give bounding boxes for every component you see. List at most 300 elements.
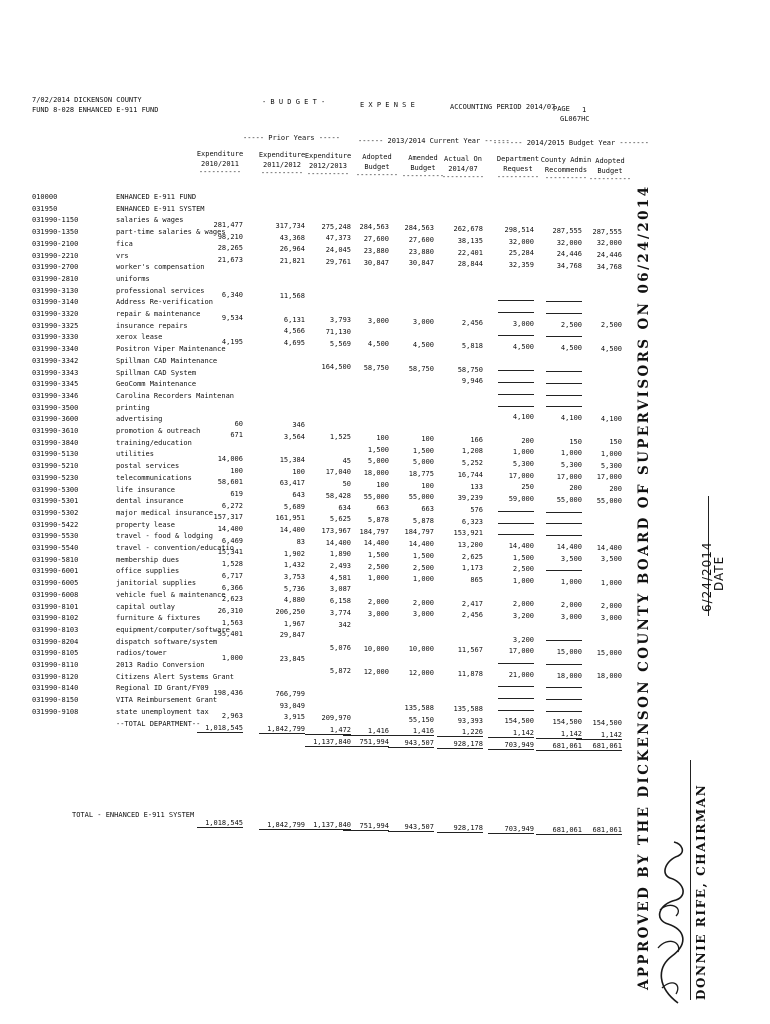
amount-cell: 58,601 [217,478,243,487]
amount-cell: 5,872 [329,667,351,676]
amount-cell: 32,000 [508,237,534,246]
account-description: repair & maintenance [116,310,201,318]
amount-cell: 15,000 [596,648,622,657]
amount-cell: 4,195 [221,337,243,346]
amount-cell: 5,736 [283,584,305,593]
report-date-county: 7/02/2014 DICKENSON COUNTY [32,96,142,104]
date-label: DATE [712,555,726,591]
amount-cell: 3,200 [512,612,534,621]
amount-cell: 55,150 [408,715,434,724]
amount-cell: 3,000 [367,317,389,326]
column-header-3-line-1: Expenditure [304,151,352,160]
amount-cell: 5,689 [283,502,305,511]
amount-cell: 663 [376,504,389,513]
amount-cell: 3,753 [283,572,305,581]
amount-cell: 198,436 [213,688,243,697]
blank-entry-line [498,370,534,371]
amount-cell: 55,000 [596,496,622,505]
amount-cell: 2,500 [512,565,534,574]
amount-cell: 1,416 [343,727,389,736]
account-code: 031990-2100 [32,239,79,248]
column-header-7-line-1: Department [496,155,540,164]
blank-entry-line [546,535,582,536]
amount-cell: 30,847 [363,258,389,267]
account-description: dispatch software/system [116,637,218,646]
amount-cell: 45 [342,456,351,465]
amount-cell: 23,845 [279,654,305,663]
amount-cell: 3,500 [560,554,582,563]
amount-cell: 3,793 [329,316,351,325]
account-code: 031990-3320 [32,310,79,318]
amount-cell: 17,040 [325,468,351,477]
amount-cell: 38,135 [457,236,483,245]
column-header-2-line-1: Expenditure [258,150,306,159]
column-header-4-line-1: Adopted [362,152,392,161]
amount-cell: 32,000 [556,238,582,247]
amount-cell: 6,717 [221,571,243,580]
account-description: property lease [116,520,176,529]
column-header-7-line-2: Request [503,165,533,174]
blank-entry-line [498,300,534,301]
amount-cell: 4,880 [283,596,305,605]
amount-cell: 928,178 [437,740,483,749]
amount-cell: 3,564 [283,432,305,441]
column-header-rule: ---------- [401,171,445,180]
amount-cell: 2,623 [221,595,243,604]
account-description: telecommunications [116,473,192,482]
amount-cell: 25,284 [508,249,534,258]
blank-entry-line [546,301,582,302]
blank-entry-line [546,336,582,337]
amount-cell: 17,000 [508,647,534,656]
accounting-period: ACCOUNTING PERIOD 2014/07 [450,103,556,111]
amount-cell: 1,000 [512,448,534,457]
amount-cell: 2,417 [461,599,483,608]
account-description: promotion & outreach [116,427,201,435]
total-amount-cell: 703,949 [488,825,534,834]
amount-cell: 21,000 [508,670,534,679]
amount-cell: 23,880 [363,246,389,255]
amount-cell: 13,200 [457,541,483,550]
amount-cell: 59,000 [508,495,534,504]
account-description: xerox lease [116,333,163,342]
amount-cell: 2,963 [221,712,243,721]
column-header-rule: ---------- [544,174,588,183]
amount-cell: 5,300 [512,460,534,469]
amount-cell: 3,200 [512,635,534,644]
account-description: VITA Reimbursement Grant [116,696,218,705]
budget-heading: - B U D G E T - [262,98,326,106]
amount-cell: 5,878 [367,515,389,524]
amount-cell: 6,272 [221,501,243,510]
amount-cell: 47,373 [325,234,351,243]
account-code: 031990-6005 [32,579,79,588]
account-code: 031990-1150 [32,216,79,225]
expense-heading: E X P E N S E [360,101,415,109]
account-code: 031990-3330 [32,333,79,342]
amount-cell: 14,400 [363,539,389,548]
account-description: equipment/computer/software [116,625,230,634]
prior-years-heading: ----- Prior Years ----- [243,134,340,142]
column-header-rule: ---------- [260,168,304,177]
account-code: 031990-3342 [32,356,79,365]
amount-cell: 1,500 [512,553,534,562]
amount-cell: 60 [234,419,243,428]
column-header-1-line-2: 2010/2011 [201,160,239,168]
account-code: 031990-6001 [32,567,79,576]
blank-entry-line [498,394,534,395]
account-description: utilities [116,450,154,459]
amount-cell: 5,300 [560,460,582,469]
amount-cell: 5,878 [412,516,434,525]
account-description: life insurance [116,485,176,494]
amount-cell: 2,625 [461,552,483,561]
blank-entry-line [546,395,582,396]
amount-cell: 2,500 [560,320,582,329]
blank-entry-line [498,523,534,524]
account-description: Spillman CAD Maintenance [116,356,218,365]
amount-cell: 14,400 [596,543,622,552]
amount-cell: 2,456 [461,318,483,327]
amount-cell: 15,341 [217,548,243,557]
amount-cell: 18,775 [408,469,434,478]
account-description: postal services [116,462,180,471]
amount-cell: 55,000 [556,496,582,505]
amount-cell: 6,158 [329,597,351,606]
account-code: 031990-3345 [32,380,79,389]
account-code: 031990-8120 [32,672,79,681]
total-amount-cell: 681,061 [536,826,582,835]
account-description: fica [116,239,133,248]
amount-cell: 100 [376,480,389,489]
blank-entry-line [498,686,534,687]
column-header-3-line-2: 2012/2013 [309,161,347,170]
amount-cell: 1,142 [576,731,622,740]
account-code: 031990-5300 [32,485,79,494]
amount-cell: 29,761 [325,257,351,266]
amount-cell: 206,250 [275,608,305,617]
amount-cell: 15,000 [556,648,582,657]
total-amount-cell: 1,137,840 [305,821,351,830]
blank-entry-line [546,711,582,712]
account-code: 031990-5301 [32,497,79,506]
report-id: GL067HC [560,115,590,123]
amount-cell: 4,100 [600,414,622,423]
account-code: 031990-8140 [32,684,79,693]
account-description: Citizens Alert Systems Grant [116,672,235,681]
account-code: 031990-8102 [32,614,79,623]
account-code: 031990-3140 [32,298,79,307]
amount-cell: 6,340 [221,291,243,299]
account-code: 031990-2210 [32,251,79,260]
account-code: 031990-3340 [32,345,79,354]
amount-cell: 1,173 [461,564,483,573]
account-code: 031990-5302 [32,508,79,517]
amount-cell: 100 [230,466,243,475]
blank-entry-line [498,534,534,535]
amount-cell: 2,000 [367,597,389,606]
amount-cell: 209,970 [321,714,351,723]
amount-cell: 153,921 [453,529,483,538]
account-description: Positron Viper Maintenance [116,345,226,354]
amount-cell: 1,472 [305,726,351,735]
amount-cell: 663 [421,505,434,514]
account-code: 031990-3500 [32,403,79,412]
column-header-rule: ---------- [588,175,632,184]
amount-cell: 1,500 [412,446,434,455]
amount-cell: 27,600 [363,235,389,244]
amount-cell: 154,500 [552,718,582,727]
amount-cell: 93,049 [279,701,305,710]
amount-cell: 671 [230,431,243,440]
blank-entry-line [546,664,582,665]
amount-cell: 135,588 [453,704,483,713]
amount-cell: 3,915 [283,713,305,722]
total-amount-cell: 681,061 [576,826,622,835]
amount-cell: 43,368 [279,233,305,242]
account-description: GeoComm Maintenance [116,380,197,389]
amount-cell: 24,045 [325,246,351,255]
amount-cell: 1,902 [283,549,305,558]
account-code: 031990-3346 [32,391,79,400]
amount-cell: 29,847 [279,631,305,640]
amount-cell: 1,416 [388,727,434,736]
amount-cell: 17,000 [556,472,582,481]
amount-cell: 1,500 [367,445,389,454]
amount-cell: 1,525 [329,433,351,442]
amount-cell: 5,625 [329,515,351,524]
account-code: 031990-3840 [32,438,79,447]
amount-cell: 766,799 [275,689,305,698]
column-header-5-line-2: Budget [410,163,436,172]
amount-cell: 2,500 [367,562,389,571]
blank-entry-line [498,382,534,383]
account-code: 031990-3130 [32,286,79,295]
amount-cell: 83 [296,537,305,546]
account-description: insurance repairs [116,321,188,330]
account-description: training/education [116,438,192,447]
amount-cell: 281,477 [213,220,243,229]
amount-cell: 5,000 [367,457,389,466]
amount-cell: 98,210 [217,232,243,241]
account-description: major medical insurance [116,508,213,517]
amount-cell: 18,000 [556,671,582,680]
blank-entry-line [498,663,534,664]
account-description: Address Re-verification [116,298,213,307]
account-code: 031990-8105 [32,649,79,658]
amount-cell: 184,797 [359,527,389,536]
account-code: 031990-8150 [32,696,79,705]
amount-cell: 619 [230,489,243,498]
account-code: 031990-8110 [32,661,79,669]
account-code: 031990-2700 [32,263,79,272]
account-description: 2013 Radio Conversion [116,661,205,669]
blank-entry-line [498,710,534,711]
amount-cell: 5,076 [329,643,351,652]
amount-cell: 3,774 [329,608,351,617]
total-amount-cell: 1,842,799 [259,821,305,830]
amount-cell: 2,000 [512,600,534,609]
handwritten-signature [648,838,694,1008]
amount-cell: 2,000 [412,598,434,607]
column-header-6-line-1: Actual On [444,154,482,163]
column-header-2-line-2: 2011/2012 [263,160,301,169]
amount-cell: 317,734 [275,221,305,230]
account-description: uniforms [116,274,150,283]
amount-cell: 3,000 [412,317,434,326]
amount-cell: 100 [292,467,305,476]
amount-cell: 24,446 [596,251,622,260]
account-code: 031990-5530 [32,532,79,541]
account-code: 031990-8103 [32,625,79,634]
account-code: 031990-3610 [32,427,79,435]
amount-cell: 14,006 [217,454,243,463]
page-label: PAGE [553,105,570,113]
account-description: worker's compensation [116,263,205,272]
amount-cell: 12,000 [408,668,434,677]
amount-cell: 3,000 [367,609,389,618]
amount-cell: 4,500 [560,343,582,352]
current-year-heading: ------ 2013/2014 Current Year ------ [358,137,510,145]
amount-cell: 27,600 [408,235,434,244]
account-description: vehicle fuel & maintenance [116,590,226,599]
amount-cell: 50 [342,480,351,489]
amount-cell: 55,401 [217,630,243,639]
account-description: vrs [116,251,129,260]
amount-cell: 16,744 [457,470,483,479]
amount-cell: 150 [609,438,622,447]
blank-entry-line [498,312,534,313]
account-code: 031990-1350 [32,228,79,237]
amount-cell: 6,323 [461,517,483,526]
amount-cell: 28,265 [217,244,243,253]
blank-entry-line [498,511,534,512]
total-amount-cell: 943,507 [388,823,434,832]
amount-cell: 17,000 [596,473,622,482]
amount-cell: 14,400 [217,525,243,533]
amount-cell: 681,061 [576,742,622,751]
account-code: 031990-5230 [32,473,79,482]
account-description: part-time salaries & wages [116,228,226,237]
amount-cell: 3,500 [600,555,622,564]
amount-cell: 150 [569,437,582,446]
amount-cell: 6,366 [221,583,243,592]
column-header-5-line-1: Amended [408,153,438,162]
account-description: advertising [116,415,163,424]
account-code: 031990-2810 [32,274,79,283]
account-description: travel - food & lodging [116,532,213,541]
amount-cell: 166 [470,435,483,444]
amount-cell: 1,000 [560,449,582,458]
column-header-rule: ---------- [441,172,485,181]
account-code: 031990-9108 [32,707,79,716]
column-header-9-line-2: Budget [597,167,623,176]
column-header-rule: ---------- [306,169,350,178]
account-code: 031990-5130 [32,450,79,459]
amount-cell: 5,252 [461,459,483,468]
account-description: Regional ID Grant/FY09 [116,684,209,693]
amount-cell: 2,500 [412,563,434,572]
amount-cell: 100 [421,481,434,490]
amount-cell: 100 [421,434,434,443]
amount-cell: 3,087 [329,585,351,594]
amount-cell: 346 [292,420,305,429]
amount-cell: 58,750 [408,364,434,373]
amount-cell: 284,563 [359,223,389,232]
amount-cell: 11,568 [279,292,305,301]
amount-cell: 135,588 [404,703,434,712]
amount-cell: 1,142 [536,730,582,739]
amount-cell: 5,818 [461,342,483,351]
blank-entry-line [546,512,582,513]
amount-cell: 173,967 [321,526,351,535]
amount-cell: 4,100 [560,414,582,423]
column-header-rule: ---------- [355,170,399,179]
amount-cell: 1,142 [488,729,534,738]
account-code: 031990-5810 [32,555,79,564]
blank-entry-line [546,313,582,314]
account-description: radios/tower [116,649,167,658]
approval-stamp: APPROVED BY THE DICKENSON COUNTY BOARD OF SUPERVISORS ON 06/24/2014 [636,184,652,990]
column-header-8-line-2: Recommends [544,166,588,175]
approval-date: 6/24/2014 [700,541,714,612]
account-code: 031950 [32,204,58,213]
amount-cell: 14,400 [408,540,434,549]
blank-entry-line [546,406,582,407]
column-header-rule: ---------- [198,168,242,176]
amount-cell: 4,566 [283,327,305,336]
amount-cell: 1,000 [512,577,534,586]
amount-cell: 703,949 [488,741,534,750]
account-code: 031990-6008 [32,590,79,599]
account-description: state unemployment tax [116,707,209,716]
amount-cell: 32,000 [596,239,622,248]
account-code: 031990-8204 [32,637,79,646]
amount-cell: 1,208 [461,447,483,456]
amount-cell: 1,000 [412,575,434,584]
amount-cell: 26,310 [217,606,243,615]
total-amount-cell: 751,994 [343,822,389,831]
blank-entry-line [498,335,534,336]
amount-cell: 1,226 [437,728,483,737]
account-code: 031990-3343 [32,368,79,377]
amount-cell: 26,964 [279,245,305,254]
amount-cell: 133 [470,482,483,491]
amount-cell: 1,137,840 [305,738,351,747]
amount-cell: 34,768 [596,262,622,271]
amount-cell: 287,555 [592,227,622,236]
amount-cell: 30,847 [408,259,434,268]
column-header-8-line-1: County Admin [540,156,592,165]
amount-cell: 21,673 [217,255,243,264]
amount-cell: 154,500 [592,719,622,728]
amount-cell: 865 [470,576,483,585]
account-code: 031990-5210 [32,462,79,471]
amount-cell: 634 [338,503,351,512]
amount-cell: 161,951 [275,514,305,523]
column-header-rule: ---------- [496,173,540,182]
amount-cell: 23,880 [408,247,434,256]
amount-cell: 2,500 [600,321,622,330]
amount-cell: 5,000 [412,458,434,467]
amount-cell: 58,428 [325,491,351,500]
amount-cell: 154,500 [504,717,534,726]
amount-cell: 1,890 [329,550,351,559]
account-description: travel - convention/educatio [116,544,235,552]
blank-entry-line [546,687,582,688]
blank-entry-line [546,570,582,571]
amount-cell: 250 [521,483,534,492]
